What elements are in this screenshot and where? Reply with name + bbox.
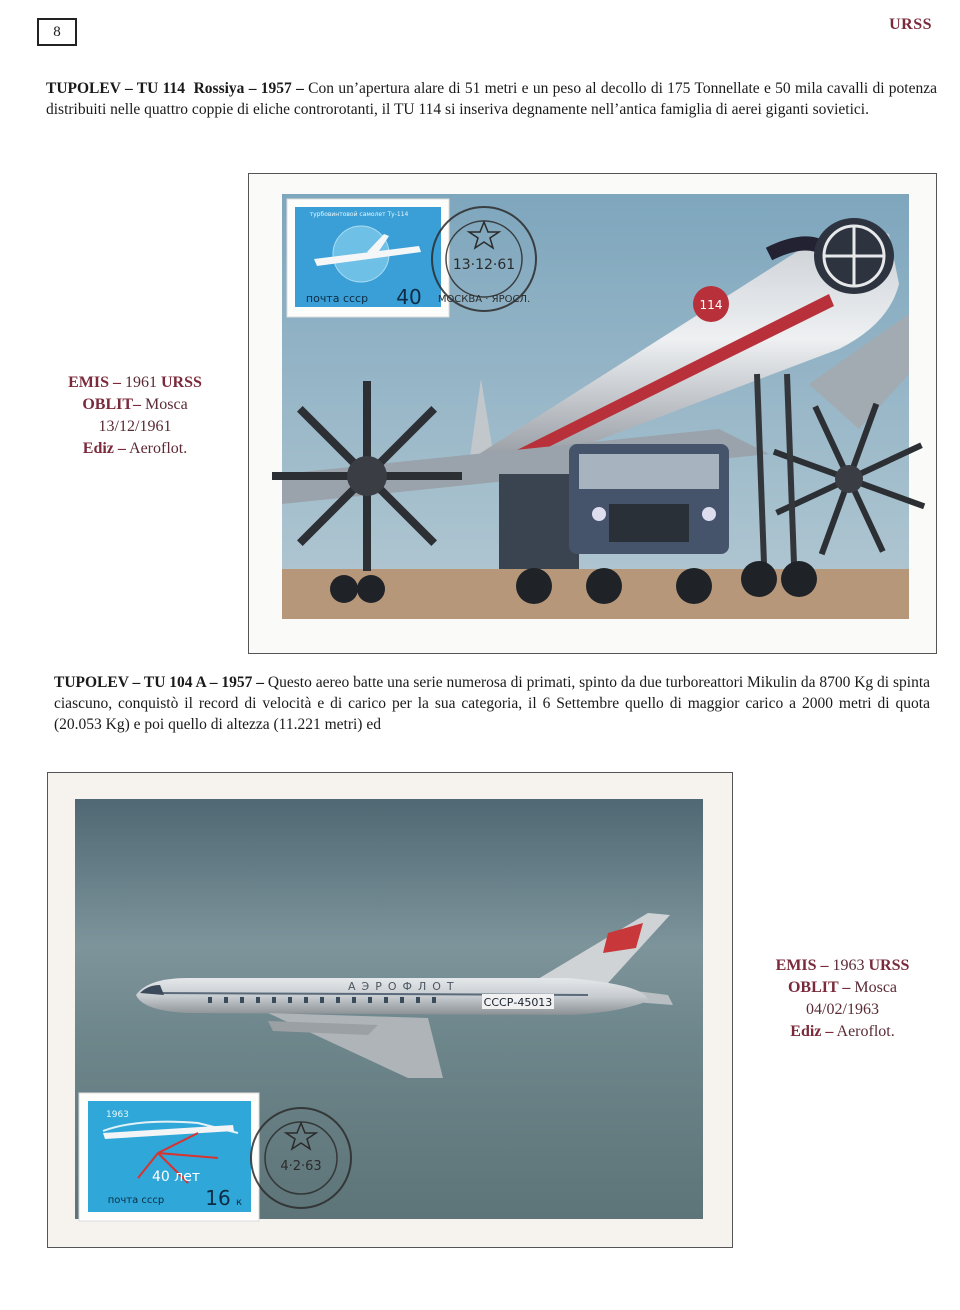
tu104-text: Questo aereo batte una serie numerosa di primati, spinto da due turboreattori Mikulin da 8700 Kg di spinta ciascuno, conquistò il record di velocità e di carico per la sua categoria, il 6 Settembre quello di maggior carico a 2000 metri di quota (20.053 Kg) e poi quello di altezza (11.221 metri) ed — [54, 674, 930, 733]
oblit-date-2: 04/02/1963 — [806, 1001, 879, 1018]
oblit-label-2: OBLIT – — [787, 979, 851, 996]
country-heading: URSS — [889, 16, 932, 33]
oblit-city: Mosca — [145, 396, 188, 413]
stamp-value-2: 16 — [205, 1186, 231, 1210]
stamp-country: почта ссср — [305, 292, 369, 305]
fuselage-windows — [208, 997, 436, 1003]
tu104-postage-stamp — [79, 1093, 259, 1221]
postmark-date-2: 4·2·63 — [280, 1159, 322, 1174]
tu114-maximum-card — [248, 173, 937, 654]
oblit-date: 13/12/1961 — [98, 418, 172, 435]
emis-country: URSS — [161, 374, 202, 391]
stamp-country-2: почта ссср — [107, 1195, 165, 1206]
ediz-value-2: Aeroflot. — [836, 1023, 895, 1040]
tu114-title: TUPOLEV – TU 114 — [46, 80, 185, 97]
tu104-maximum-card — [47, 772, 733, 1248]
tu104-description — [54, 672, 930, 735]
tu114-text: Con un’apertura alare di 51 metri e un peso al decollo di 175 Tonnellate e 50 mila cavalli di potenza distribuiti nelle quattro coppie di eliche controrotanti, il TU 114 si inseriva degnamente nell’antica famiglia di aerei giganti sovietici. — [46, 80, 938, 118]
propeller-left — [272, 381, 462, 571]
oblit-city-2: Mosca — [854, 979, 898, 996]
tu114-caption — [40, 372, 230, 460]
registration-mark: СССР-45013 — [483, 996, 553, 1009]
tu114-postage-stamp — [287, 199, 449, 317]
stamp-value: 40 — [396, 285, 422, 309]
tu114-card-image — [249, 174, 936, 653]
stamp-top-text: турбовинтовой самолет Ту-114 — [309, 211, 409, 218]
stamp-year: 1963 — [106, 1110, 129, 1120]
emis-year-2: 1963 — [832, 957, 865, 974]
emis-label: EMIS – — [68, 374, 121, 391]
oblit-label: OBLIT– — [82, 396, 142, 413]
tu114-subtitle: Rossiya – 1957 – — [193, 80, 304, 97]
page-number: 8 — [37, 18, 77, 46]
tu114-description — [46, 78, 937, 120]
tu104-card-image — [48, 773, 732, 1247]
emis-label-2: EMIS – — [775, 957, 829, 974]
ediz-label-2: Ediz – — [790, 1023, 834, 1040]
emis-year: 1961 — [125, 374, 157, 391]
ediz-label: Ediz – — [82, 440, 126, 457]
postmark-date: 13·12·61 — [452, 257, 516, 273]
postmark-city: МОСКВА · ЯРОСЛ. — [437, 294, 531, 305]
ediz-value: Aeroflot. — [129, 440, 188, 457]
stamp-unit: к — [236, 1197, 243, 1208]
fuselage-lettering: АЭРОФЛОТ — [348, 980, 460, 993]
emblem-label: 114 — [699, 298, 723, 312]
tu104-caption — [745, 955, 940, 1043]
tu104-title: TUPOLEV – TU 104 A – 1957 – — [54, 674, 265, 691]
emis-country-2: URSS — [868, 957, 910, 974]
stamp-anniversary: 40 лет — [152, 1169, 200, 1185]
